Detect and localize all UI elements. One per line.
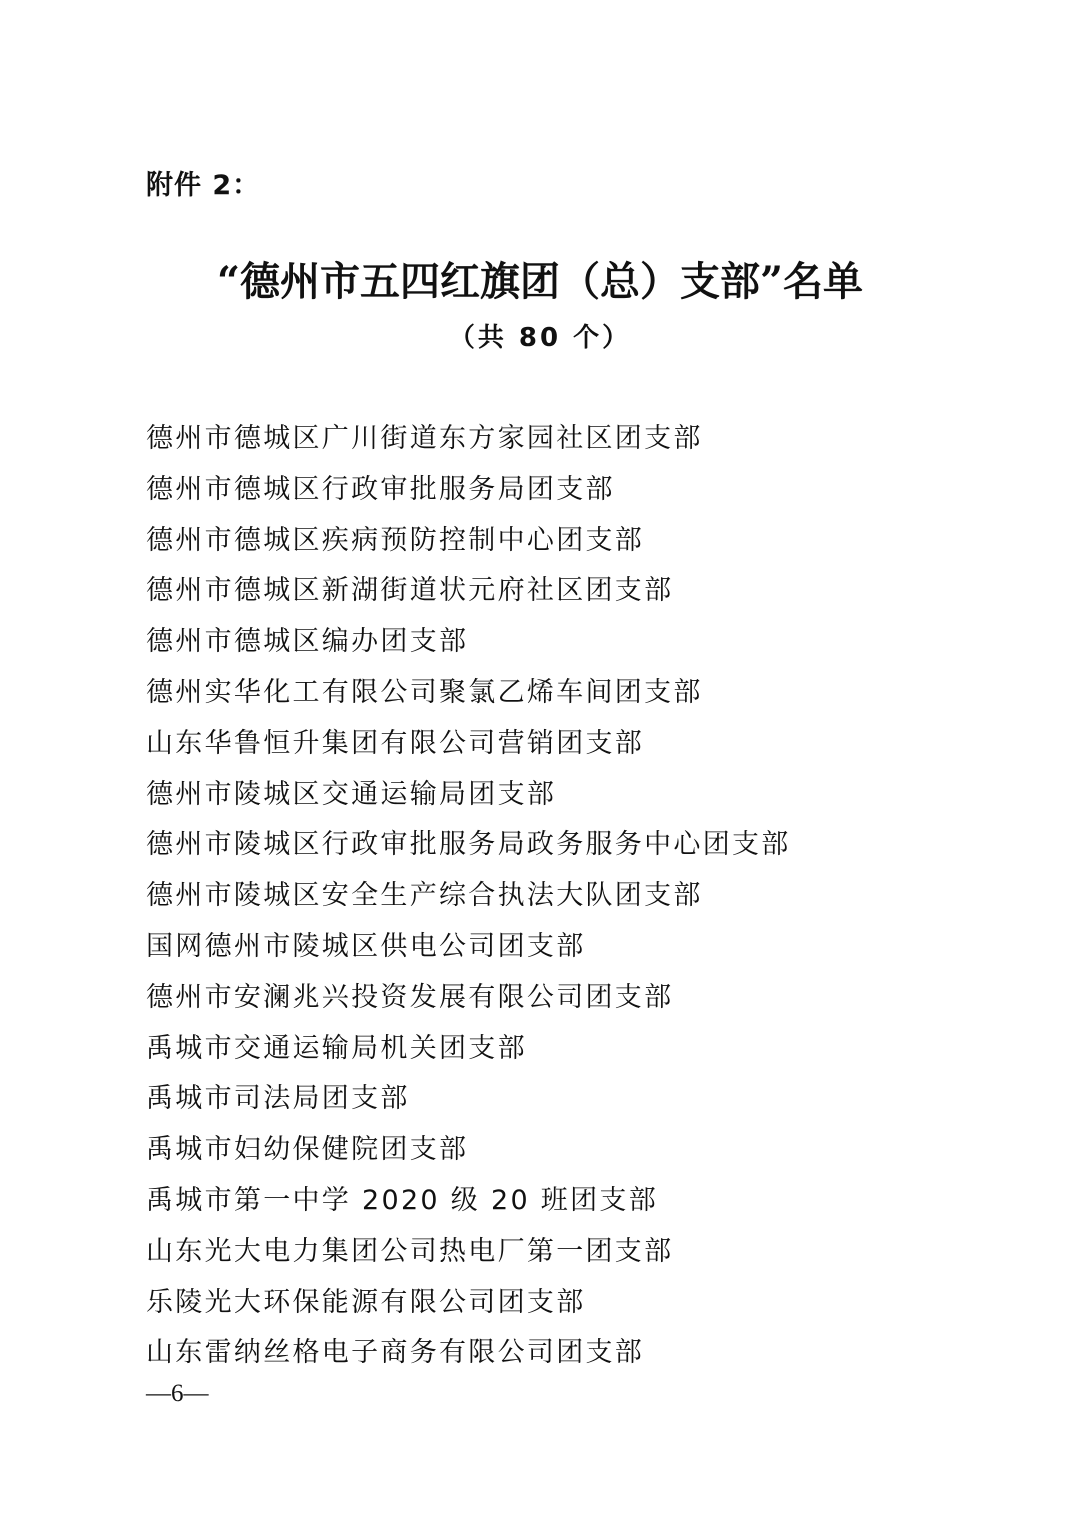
list-item: 德州市德城区疾病预防控制中心团支部 xyxy=(146,524,645,556)
list-item: 德州市德城区行政审批服务局团支部 xyxy=(146,473,615,505)
list-item: 德州市德城区编办团支部 xyxy=(146,626,469,658)
document-count: （共 80 个） xyxy=(448,323,632,353)
list-item: 禹城市第一中学 2020 级 20 班团支部 xyxy=(146,1184,658,1216)
list-item: 山东雷纳丝格电子商务有限公司团支部 xyxy=(146,1337,645,1369)
list-item: 德州市德城区新湖街道状元府社区团支部 xyxy=(146,575,674,607)
list-item: 德州市陵城区安全生产综合执法大队团支部 xyxy=(146,880,703,912)
list-item: 德州市安澜兆兴投资发展有限公司团支部 xyxy=(146,981,674,1013)
list-item: 禹城市司法局团支部 xyxy=(146,1083,410,1115)
list-item: 禹城市交通运输局机关团支部 xyxy=(146,1032,527,1064)
list-item: 德州市陵城区交通运输局团支部 xyxy=(146,778,557,810)
list-item: 乐陵光大环保能源有限公司团支部 xyxy=(146,1286,586,1318)
attachment-label: 附件 2： xyxy=(146,170,261,201)
list-item: 禹城市妇幼保健院团支部 xyxy=(146,1134,469,1166)
list-item: 德州市德城区广川街道东方家园社区团支部 xyxy=(146,423,703,454)
document-title: “德州市五四红旗团（总）支部”名单 xyxy=(216,258,863,305)
page-number: —6— xyxy=(146,1380,209,1407)
list-item: 国网德州市陵城区供电公司团支部 xyxy=(146,930,586,962)
list-item: 德州实华化工有限公司聚氯乙烯车间团支部 xyxy=(146,676,703,708)
list-item: 山东华鲁恒升集团有限公司营销团支部 xyxy=(146,727,645,759)
list-item: 德州市陵城区行政审批服务局政务服务中心团支部 xyxy=(146,829,791,861)
organization-list xyxy=(146,414,791,1379)
list-item: 山东光大电力集团公司热电厂第一团支部 xyxy=(146,1235,674,1267)
